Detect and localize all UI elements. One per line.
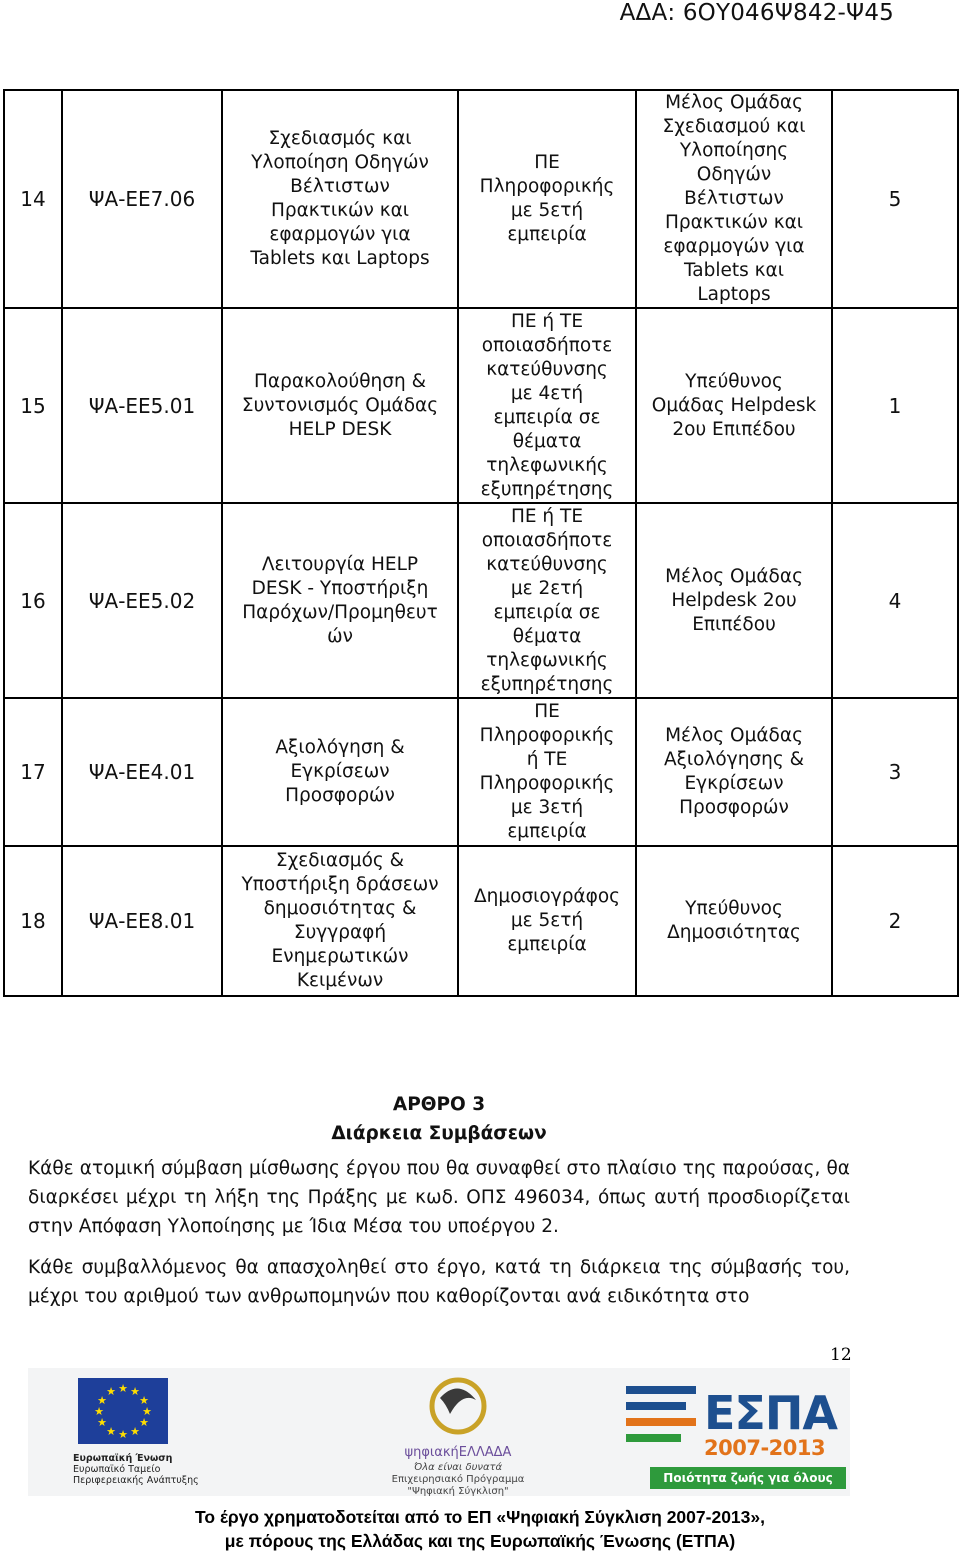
position-code: ΨΑ-ΕΕ4.01 xyxy=(62,698,222,846)
count-cell: 5 xyxy=(832,90,958,308)
eu-label: Ευρωπαϊκό Ταμείο xyxy=(73,1464,161,1475)
qualification-cell: Δημοσιογράφος με 5ετή εμπειρία xyxy=(458,846,636,996)
role-cell: Υπεύθυνος Δημοσιότητας xyxy=(636,846,832,996)
table-row xyxy=(4,308,958,503)
digital-swirl-icon xyxy=(358,1368,558,1462)
espa-wordmark: ΕΣΠΑ xyxy=(704,1386,837,1440)
svg-text:★: ★ xyxy=(97,1394,107,1407)
table-row xyxy=(4,90,958,308)
digital-greece-logo xyxy=(358,1368,558,1496)
project-cell: Παρακολούθηση & Συντονισμός Ομάδας HELP DESK xyxy=(222,308,458,503)
count-cell: 3 xyxy=(832,698,958,846)
article-3 xyxy=(28,1090,850,1311)
qualification-cell: ΠΕ Πληροφορικής με 5ετή εμπειρία xyxy=(458,90,636,308)
funding-line: Το έργο χρηματοδοτείται από το ΕΠ «Ψηφιακή Σύγκλιση 2007-2013», xyxy=(195,1507,765,1527)
project-cell: Σχεδιασμός & Υποστήριξη δράσεων δημοσιότητας & Συγγραφή Ενημερωτικών Κειμένων xyxy=(222,846,458,996)
position-code: ΨΑ-ΕΕ8.01 xyxy=(62,846,222,996)
row-number: 16 xyxy=(4,503,62,698)
svg-text:★: ★ xyxy=(139,1394,149,1407)
svg-text:★: ★ xyxy=(97,1416,107,1429)
svg-text:★: ★ xyxy=(139,1416,149,1429)
row-number: 15 xyxy=(4,308,62,503)
role-cell: Μέλος Ομάδας Helpdesk 2ου Επιπέδου xyxy=(636,503,832,698)
position-code: ΨΑ-ΕΕ7.06 xyxy=(62,90,222,308)
ada-code: ΑΔΑ: 6ΟΥ046Ψ842-Ψ45 xyxy=(619,0,894,26)
digital-label: Όλα είναι δυνατά xyxy=(413,1462,503,1473)
project-cell: Λειτουργία HELP DESK - Υποστήριξη Παρόχων/Προμηθευτ ών xyxy=(222,503,458,698)
svg-text:★: ★ xyxy=(130,1425,140,1438)
article-subheading: Διάρκεια Συμβάσεων xyxy=(331,1123,547,1144)
svg-text:★: ★ xyxy=(118,1428,128,1441)
svg-text:★: ★ xyxy=(142,1405,152,1418)
logo-banner xyxy=(28,1368,850,1496)
row-number: 14 xyxy=(4,90,62,308)
digital-name: ψηφιακήΕΛΛΑΔΑ xyxy=(404,1445,512,1460)
article-paragraph: Κάθε συμβαλλόμενος θα απασχοληθεί στο έργο, κατά τη διάρκεια της σύμβασής του, μέχρι του αριθμού των ανθρωπομηνών που καθορίζονται ανά ειδικότητα στο xyxy=(28,1257,850,1307)
role-cell: Μέλος Ομάδας Αξιολόγησης & Εγκρίσεων Προσφορών xyxy=(636,698,832,846)
position-code: ΨΑ-ΕΕ5.01 xyxy=(62,308,222,503)
project-cell: Σχεδιασμός και Υλοποίηση Οδηγών Βέλτιστων Πρακτικών και εφαρμογών για Tablets και Laptops xyxy=(222,90,458,308)
digital-label: "Ψηφιακή Σύγκλιση" xyxy=(407,1486,509,1497)
svg-text:★: ★ xyxy=(118,1382,128,1395)
table-row xyxy=(4,846,958,996)
project-cell: Αξιολόγηση & Εγκρίσεων Προσφορών xyxy=(222,698,458,846)
count-cell: 2 xyxy=(832,846,958,996)
article-heading: ΑΡΘΡΟ 3 xyxy=(392,1094,486,1115)
funding-note xyxy=(30,1505,930,1553)
position-code: ΨΑ-ΕΕ5.02 xyxy=(62,503,222,698)
svg-text:★: ★ xyxy=(106,1425,116,1438)
svg-text:★: ★ xyxy=(94,1405,104,1418)
count-cell: 4 xyxy=(832,503,958,698)
digital-label: Επιχειρησιακό Πρόγραμμα xyxy=(391,1474,525,1485)
role-cell: Μέλος Ομάδας Σχεδιασμού και Υλοποίησης Οδηγών Βέλτιστων Πρακτικών και εφαρμογών για Tablets και Laptops xyxy=(636,90,832,308)
table-row xyxy=(4,698,958,846)
funding-line: με πόρους της Ελλάδας και της Ευρωπαϊκής Ένωσης (ΕΤΠΑ) xyxy=(224,1531,736,1551)
eu-label: Ευρωπαϊκή Ένωση xyxy=(73,1453,173,1464)
row-number: 18 xyxy=(4,846,62,996)
espa-slogan: Ποιότητα ζωής για όλους xyxy=(650,1467,846,1489)
espa-mark-icon xyxy=(616,1376,706,1476)
role-cell: Υπεύθυνος Ομάδας Helpdesk 2ου Επιπέδου xyxy=(636,308,832,503)
positions-table xyxy=(3,89,959,997)
row-number: 17 xyxy=(4,698,62,846)
table-row xyxy=(4,503,958,698)
eu-logo xyxy=(28,1368,238,1496)
qualification-cell: ΠΕ Πληροφορικής ή ΤΕ Πληροφορικής με 3ετή εμπειρία xyxy=(458,698,636,846)
svg-text:★: ★ xyxy=(106,1385,116,1398)
qualification-cell: ΠΕ ή ΤΕ οποιασδήποτε κατεύθυνσης με 4ετή εμπειρία σε θέματα τηλεφωνικής εξυπηρέτησης xyxy=(458,308,636,503)
page-number: 12 xyxy=(830,1345,852,1365)
article-paragraph: Κάθε ατομική σύμβαση μίσθωσης έργου που θα συναφθεί στο πλαίσιο της παρούσας, θα διαρκέσει μέχρι τη λήξη της Πράξης με κωδ. ΟΠΣ 496034, όπως αυτή προσδιορίζεται στην Απόφαση Υλοποίησης με Ίδια Μέσα του υποέργου 2. xyxy=(28,1158,850,1237)
espa-years: 2007-2013 xyxy=(704,1436,826,1460)
espa-logo xyxy=(608,1368,850,1496)
svg-text:★: ★ xyxy=(130,1385,140,1398)
eu-label: Περιφερειακής Ανάπτυξης xyxy=(73,1475,199,1486)
qualification-cell: ΠΕ ή ΤΕ οποιασδήποτε κατεύθυνσης με 2ετή εμπειρία σε θέματα τηλεφωνικής εξυπηρέτησης xyxy=(458,503,636,698)
count-cell: 1 xyxy=(832,308,958,503)
